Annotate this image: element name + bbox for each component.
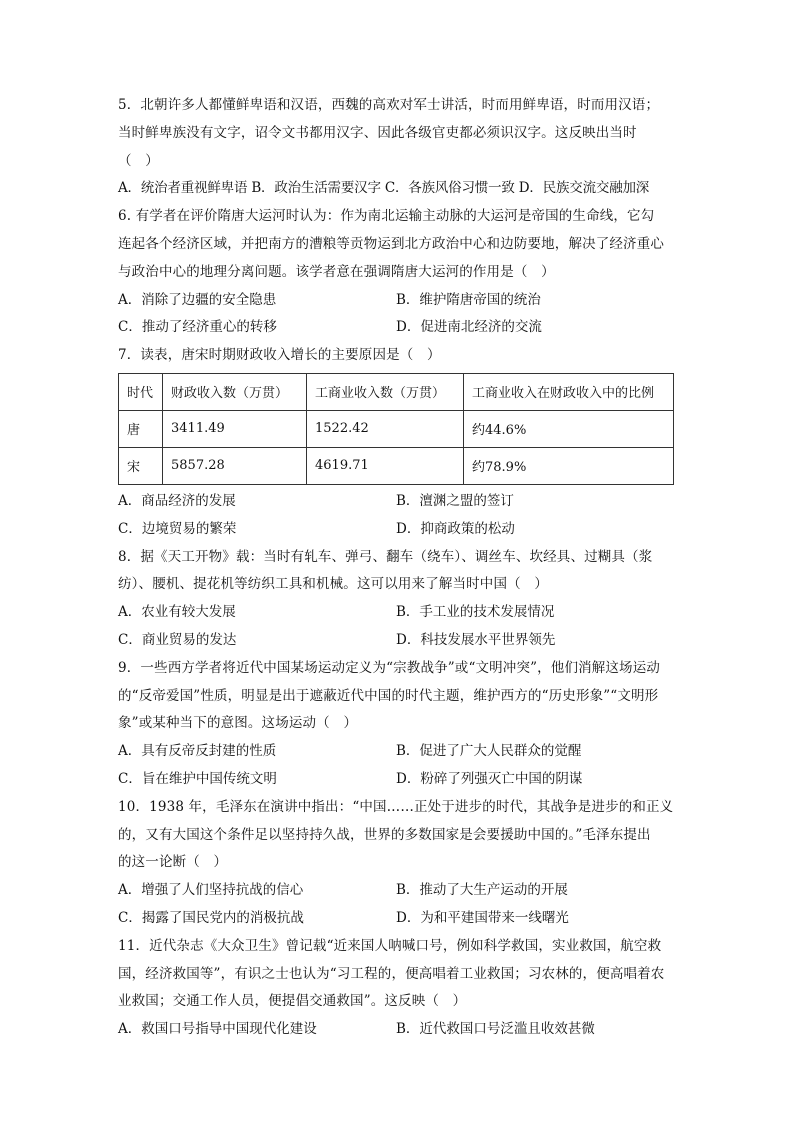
- question-7-options-row-1: [118, 488, 674, 516]
- table-cell: 约78.9%: [464, 447, 674, 484]
- question-8-option-b: B．手工业的技术发展情况: [396, 604, 555, 621]
- question-11-option-a: A．救国口号指导中国现代化建设: [118, 1021, 317, 1038]
- question-5-options: A．统治者重视鲜卑语 B．政治生活需要汉字 C．各族风俗习惯一致 D．民族交流交融加深: [118, 180, 650, 197]
- question-6-option-a: A．消除了边疆的安全隐患: [118, 291, 277, 308]
- question-6-options-row-2: [118, 314, 674, 342]
- question-9-stem-line-2: 的“反帝爱国”性质，明显是出于遮蔽近代中国的时代主题，维护西方的“历史形象”“文明形: [118, 687, 659, 704]
- question-8-option-c: C．商业贸易的发达: [118, 631, 237, 648]
- question-8-option-d: D．科技发展水平世界领先: [396, 631, 556, 648]
- question-9-option-a: A．具有反帝反封建的性质: [118, 743, 277, 760]
- table-cell: 4619.71: [307, 447, 464, 484]
- table-cell: 唐: [119, 410, 163, 447]
- question-8-option-a: A．农业有较大发展: [118, 604, 236, 621]
- question-7-option-b: B．澶渊之盟的签订: [396, 492, 514, 509]
- question-9-options-row-2: [118, 766, 674, 794]
- question-8: [118, 544, 674, 655]
- question-11-stem-line-2: 国，经济救国等”，有识之士也认为“习工程的，便高唱着工业救国；习农林的，便高唱着农: [118, 965, 665, 982]
- question-5-stem-line-1: 5．北朝许多人都懂鲜卑语和汉语，西魏的高欢对军士讲活，时而用鲜卑语，时而用汉语；: [118, 97, 660, 113]
- question-6-option-c: C．推动了经济重心的转移: [118, 319, 277, 336]
- question-6: [118, 203, 674, 342]
- question-9-stem-line-1: 9．一些西方学者将近代中国某场运动定义为“宗教战争”或“文明冲突”，他们消解这场运动: [118, 659, 660, 676]
- table-cell: 3411.49: [163, 410, 307, 447]
- table-header-row: [119, 373, 674, 410]
- question-10-option-b: B．推动了大生产运动的开展: [396, 882, 568, 899]
- table-row: [119, 447, 674, 484]
- table-header-cell: 工商业收入在财政收入中的比例: [464, 373, 674, 410]
- question-8-options-row-1: [118, 599, 674, 627]
- question-10-option-d: D．为和平建国带来一线曙光: [396, 909, 569, 926]
- question-list: [118, 92, 674, 1044]
- table-header-cell: 财政收入数（万贯）: [163, 373, 307, 410]
- question-6-stem-line-2: 连起各个经济区域，并把南方的漕粮等贡物运到北方政治中心和边防要地，解决了经济重心: [118, 235, 664, 252]
- question-7-options-row-2: [118, 516, 674, 544]
- table-row: [119, 410, 674, 447]
- question-9-option-d: D．粉碎了列强灭亡中国的阴谋: [396, 770, 583, 787]
- question-10-stem-line-2: 的，又有大国这个条件足以坚持持久战，世界的多数国家是会要援助中国的。”毛泽东提出: [118, 826, 651, 843]
- question-10-options-row-1: [118, 877, 674, 905]
- question-9-option-b: B．促进了广大人民群众的觉醒: [396, 743, 582, 760]
- question-8-stem-line-2: 纺）、腰机、提花机等纺织工具和机械。这可以用来了解当时中国（ ）: [118, 576, 549, 593]
- question-6-stem-line-1: 6. 有学者在评价隋唐大运河时认为：作为南北运输主动脉的大运河是帝国的生命线，它勾: [118, 208, 655, 225]
- table-header-cell: 时代: [119, 373, 163, 410]
- revenue-table: [118, 373, 674, 485]
- table-cell: 1522.42: [307, 410, 464, 447]
- table-header-cell: 工商业收入数（万贯）: [307, 373, 464, 410]
- question-6-option-d: D．促进南北经济的交流: [396, 319, 542, 336]
- question-7-stem: 7．读表，唐宋时期财政收入增长的主要原因是（ ）: [118, 347, 441, 364]
- question-11-options-row-1: [118, 1016, 674, 1044]
- question-5-stem-line-2: 当时鲜卑族没有文字，诏令文书都用汉字、因此各级官吏都必须识汉字。这反映出当时: [118, 124, 637, 141]
- table-cell: 5857.28: [163, 447, 307, 484]
- question-11: [118, 933, 674, 1044]
- question-9-options-row-1: [118, 738, 674, 766]
- question-7-option-c: C．边境贸易的繁荣: [118, 520, 237, 537]
- question-10-option-c: C．揭露了国民党内的消极抗战: [118, 909, 304, 926]
- question-5-stem-line-3: （ ）: [118, 152, 159, 169]
- question-11-option-b: B．近代救国口号泛滥且收效甚微: [396, 1021, 595, 1038]
- question-5: [118, 92, 674, 203]
- question-10-stem-line-3: 的这一论断（ ）: [118, 854, 228, 871]
- question-6-option-b: B．维护隋唐帝国的统治: [396, 291, 541, 308]
- question-7: [118, 342, 674, 543]
- question-10-stem-line-1: 10．1938 年，毛泽东在演讲中指出：“中国……正处于进步的时代，其战争是进步的和正义: [118, 798, 674, 815]
- question-9: [118, 655, 674, 794]
- question-10: [118, 794, 674, 933]
- question-6-options-row-1: [118, 287, 674, 315]
- question-11-stem-line-1: 11．近代杂志《大众卫生》曾记载“近来国人呐喊口号，例如科学救国，实业救国，航空救: [118, 937, 662, 954]
- question-9-option-c: C．旨在维护中国传统文明: [118, 770, 277, 787]
- question-7-option-a: A．商品经济的发展: [118, 492, 236, 509]
- question-6-stem-line-3: 与政治中心的地理分离问题。该学者意在强调隋唐大运河的作用是（ ）: [118, 263, 555, 280]
- question-8-options-row-2: [118, 627, 674, 655]
- question-10-option-a: A．增强了人们坚持抗战的信心: [118, 882, 304, 899]
- question-11-stem-line-3: 业救国；交通工作人员，便提倡交通救国”。这反映（ ）: [118, 993, 467, 1010]
- question-8-stem-line-1: 8．据《天工开物》载：当时有轧车、弹弓、翻车（绕车）、调丝车、坎经具、过糊具（浆: [118, 548, 653, 565]
- table-cell: 宋: [119, 447, 163, 484]
- question-10-options-row-2: [118, 905, 674, 933]
- table-cell: 约44.6%: [464, 410, 674, 447]
- question-9-stem-line-3: 象”或某种当下的意图。这场运动（ ）: [118, 715, 358, 732]
- question-7-option-d: D．抑商政策的松动: [396, 520, 515, 537]
